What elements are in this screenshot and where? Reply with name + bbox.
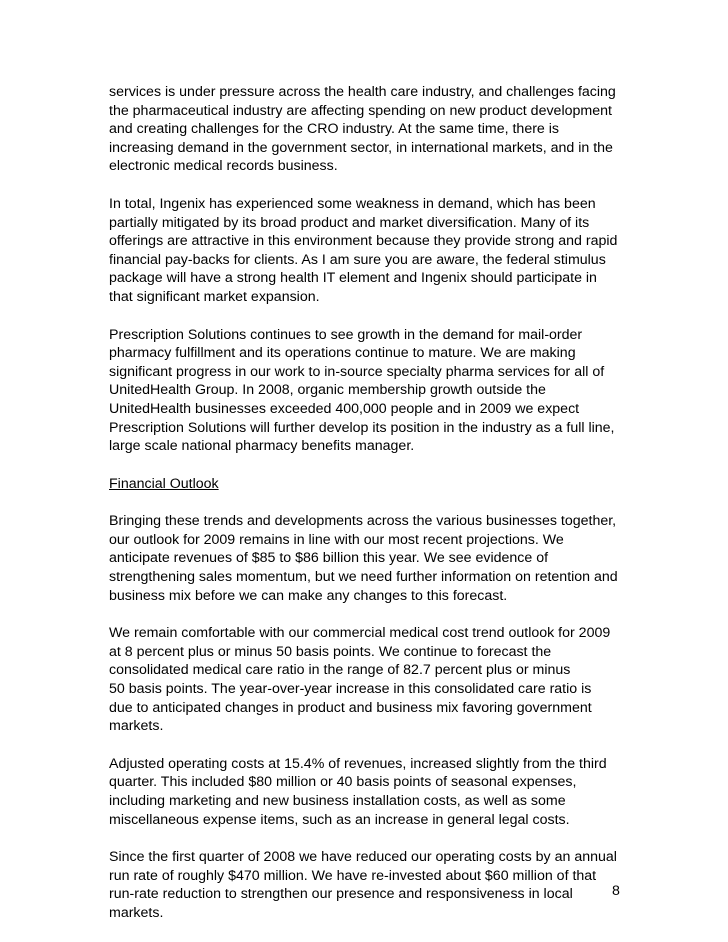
- section-heading-financial-outlook: Financial Outlook: [109, 475, 219, 492]
- paragraph-ingenix-demand: In total, Ingenix has experienced some weakness in demand, which has been partially mitigated by its broad product and market diversification. Many of its offerings are attractive in this environment because they provide strong and rapid financial pay-backs for clients. As I am sure you are aware, the federal stimulus package will have a strong health IT element and Ingenix should participate in that significant market expansion.: [109, 195, 618, 305]
- page-body: [109, 83, 629, 942]
- paragraph-operating-costs: Adjusted operating costs at 15.4% of revenues, increased slightly from the third quarter. This included $80 million or 40 basis points of seasonal expenses, including marketing and new business installation costs, as well as some miscellaneous expense items, such as an increase in general legal costs.: [109, 755, 607, 828]
- paragraph-cro-industry: services is under pressure across the health care industry, and challenges facing the pharmaceutical industry are affecting spending on new product development and creating challenges for the CRO industry. At the same time, there is increasing demand in the government sector, in international markets, and in the electronic medical records business.: [109, 84, 616, 175]
- paragraph-prescription-solutions: Prescription Solutions continues to see growth in the demand for mail-order pharmacy fulfillment and its operations continue to mature. We are making significant progress in our work to in-source specialty pharma services for all of UnitedHealth Group. In 2008, organic membership growth outside the UnitedHealth businesses exceeded 400,000 people and in 2009 we expect Prescription Solutions will further develop its position in the industry as a full line, large scale national pharmacy benefits manager.: [109, 326, 615, 455]
- page-number: 8: [612, 883, 620, 899]
- paragraph-outlook-2009: Bringing these trends and developments across the various businesses together, our outlook for 2009 remains in line with our most recent projections. We anticipate revenues of $85 to $86 billion this year. We see evidence of strengthening sales momentum, but we need further information on retention and business mix before we can make any changes to this forecast.: [109, 513, 618, 604]
- paragraph-cost-reduction: Since the first quarter of 2008 we have reduced our operating costs by an annual run rate of roughly $470 million. We have re-invested about $60 million of that run-rate reduction to strengthen our presence and responsiveness in local markets.: [109, 849, 617, 921]
- paragraph-medical-cost-trend: We remain comfortable with our commercial medical cost trend outlook for 2009 at 8 percent plus or minus 50 basis points. We continue to forecast the consolidated medical care ratio in the range of 82.7 percent plus or minus 50 basis points. The year-over-year increase in this consolidated care ratio is due to anticipated changes in product and business mix favoring government markets.: [109, 625, 611, 735]
